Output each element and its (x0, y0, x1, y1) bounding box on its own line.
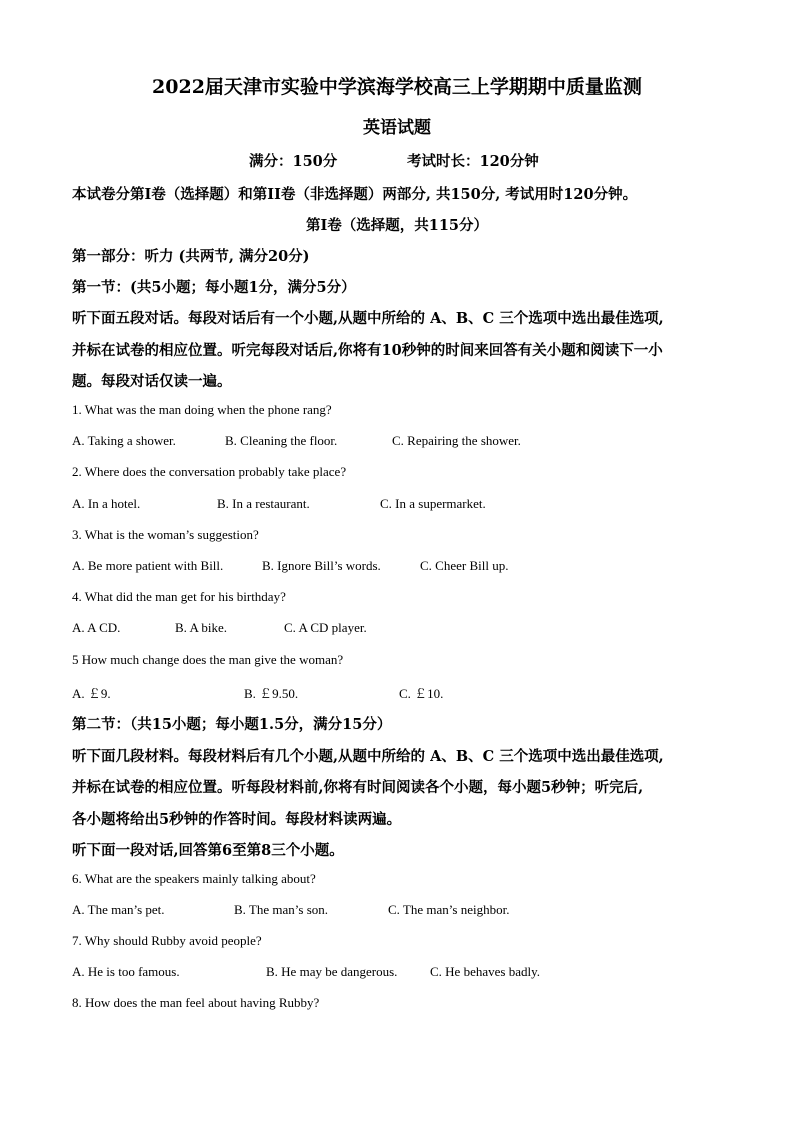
subject-title: 英语试题 (363, 118, 431, 138)
option-b: B. In a restaurant. (217, 496, 310, 511)
option-a: A. The man’s pet. (72, 902, 165, 917)
option-a: A. He is too famous. (72, 964, 180, 979)
section2-instruction-line: 并标在试卷的相应位置。听每段材料前,你将有时间阅读各个小题，每小题5秒钟；听完后, (72, 779, 644, 796)
section2-instruction-line: 听下面几段材料。每段材料后有几个小题,从题中所给的 A、B、C 三个选项中选出最佳选项, (72, 748, 664, 765)
volume-one-heading: 第I卷（选择题，共115分） (305, 217, 489, 234)
exam-title: 2022届天津市实验中学滨海学校高三上学期期中质量监测 (152, 76, 642, 98)
section2-instruction-line: 各小题将给出5秒钟的作答时间。每段材料读两遍。 (72, 811, 402, 828)
question-stem: 7. Why should Rubby avoid people? (72, 933, 262, 948)
question-stem: 8. How does the man feel about having Rubby? (72, 995, 320, 1010)
option-a: A. A CD. (72, 620, 121, 635)
option-c: C. The man’s neighbor. (388, 902, 510, 917)
option-c: C. ￡10. (399, 686, 444, 701)
dialogue-intro: 听下面一段对话,回答第6至第8三个小题。 (72, 842, 344, 859)
option-a: A. Be more patient with Bill. (72, 558, 224, 573)
option-b: B. The man’s son. (234, 902, 329, 917)
option-b: B. Cleaning the floor. (225, 433, 338, 448)
option-b: B. A bike. (175, 620, 228, 635)
option-a: A. Taking a shower. (72, 433, 176, 448)
section1-instruction-line: 并标在试卷的相应位置。听完每段对话后,你将有10秒钟的时间来回答有关小题和阅读下一小 (72, 342, 663, 359)
section1-heading: 第一节：(共5小题；每小题1分，满分5分） (72, 279, 356, 296)
section1-instruction-line: 听下面五段对话。每段对话后有一个小题,从题中所给的 A、B、C 三个选项中选出最佳选项, (72, 310, 664, 327)
option-a: A. ￡9. (72, 686, 111, 701)
option-b: B. Ignore Bill’s words. (262, 558, 381, 573)
option-b: B. ￡9.50. (244, 686, 299, 701)
option-c: C. He behaves badly. (430, 964, 540, 979)
part1-heading: 第一部分：听力 (共两节, 满分20分) (72, 248, 310, 265)
section2-heading: 第二节：（共15小题；每小题1.5分，满分15分） (72, 716, 392, 733)
question-stem: 4. What did the man get for his birthday? (72, 589, 286, 604)
question-stem: 3. What is the woman’s suggestion? (72, 527, 259, 542)
option-c: C. In a supermarket. (380, 496, 486, 511)
option-c: C. Cheer Bill up. (420, 558, 509, 573)
exam-duration: 考试时长：120分钟 (407, 153, 539, 170)
question-stem: 1. What was the man doing when the phone rang? (72, 402, 332, 417)
full-marks: 满分：150分 (249, 153, 338, 170)
question-stem: 2. Where does the conversation probably take place? (72, 464, 347, 479)
section1-instruction-line: 题。每段对话仅读一遍。 (72, 373, 232, 390)
exam-intro: 本试卷分第I卷（选择题）和第II卷（非选择题）两部分, 共150分, 考试用时120分钟。 (72, 186, 638, 203)
question-stem: 5 How much change does the man give the woman? (72, 652, 344, 667)
option-c: C. A CD player. (284, 620, 367, 635)
question-stem: 6. What are the speakers mainly talking about? (72, 871, 316, 886)
option-c: C. Repairing the shower. (392, 433, 521, 448)
option-b: B. He may be dangerous. (266, 964, 398, 979)
option-a: A. In a hotel. (72, 496, 141, 511)
